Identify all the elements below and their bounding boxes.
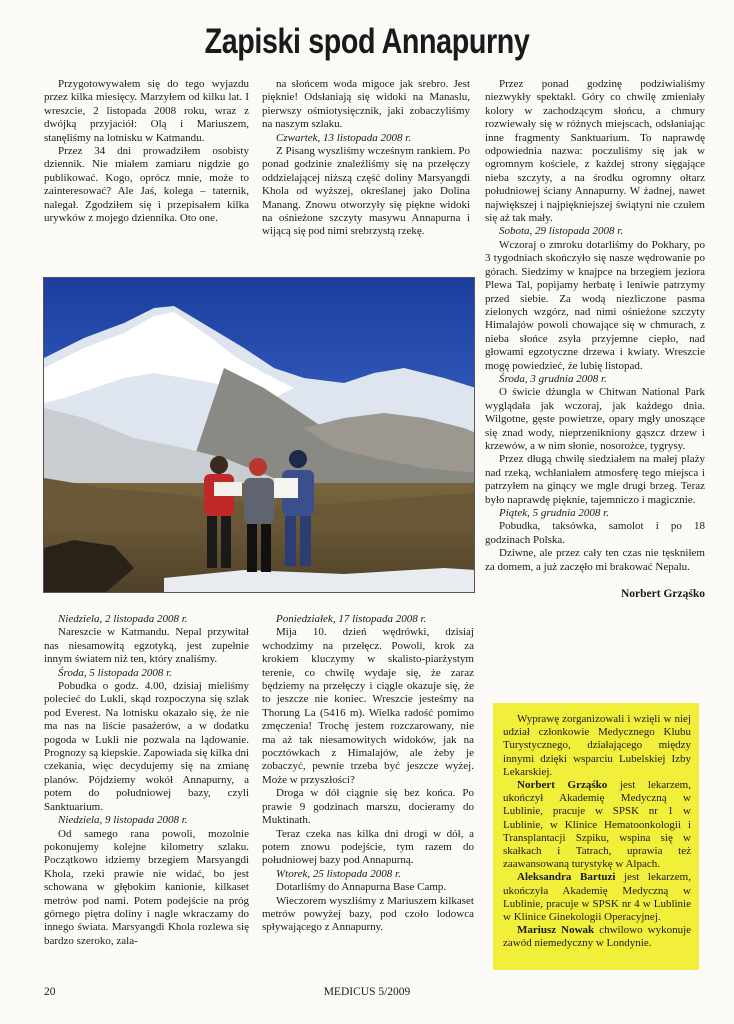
column-2-bottom (262, 613, 474, 935)
diary-date: Sobota, 29 listopada 2008 r. (499, 225, 624, 238)
author-2-name: Aleksandra Bartuzi (517, 871, 616, 884)
column-2-top (262, 78, 470, 239)
paragraph: Wieczorem wyszliśmy z Mariuszem kilkaset metrów powyżej bazy, pod czoło lodowca spływającego z Annapurny. (262, 894, 474, 934)
info-author-1 (503, 779, 691, 871)
author-3-bio: chwilowo wykonuje zawód niemedyczny w Londynie. (503, 924, 692, 950)
diary-date: Czwartek, 13 listopada 2008 r. (276, 131, 412, 144)
paragraph: Z Pisang wyszliśmy wcześnym rankiem. Po ponad godzinie znaleźliśmy się na przełęczy oddzielającej niższą część doliny Marsyangdi Khola od wyższej, określanej jako Dolina Manang. Znowu otworzyły się piękne widoki na ośnieżone szczyty masywu Annapurna i wijącą się pod nimi srebrzystą rzekę. (262, 145, 470, 238)
column-3 (485, 78, 705, 601)
paragraph: Teraz czeka nas kilka dni drogi w dół, a potem znowu podejście, tym razem do południowej bazy pod Annapurną. (262, 827, 474, 867)
author-2-bio: jest lekarzem, ukończyła Akademię Medyczną w Lublinie, pracuje w SPSK nr 4 w Lublinie w Klinice Ginekologii Operacyjnej. (503, 871, 691, 924)
paragraph: O świcie dżungla w Chitwan National Park wyglądała jak wczoraj, jak każdego dnia. Wilgotne, gęste powietrze, opary mgły unoszące się znad wody, nieprzenikniony gąszcz drzew i krzewów, a w nim słonie, nosorożce, tygrysy. (485, 386, 705, 452)
diary-date: Poniedziałek, 17 listopada 2008 r. (276, 613, 427, 625)
paragraph: Mija 10. dzień wędrówki, dzisiaj wchodzimy na przełęcz. Powoli, krok za krokiem kluczymy w skalisto-piarżystym terenie, co chwilę wydaje się, że zaraz będziemy na przełęczy i ciągle okazuje się, że to jeszcze nie koniec. Wreszcie jesteśmy na Thorung La (5416 m). Wielka radość pomimo zmęczenia! Trochę jestem rozczarowany, nie ma aż tak niesamowitych widoków, jak na pocztówkach z Himalajów, ale żeby je zobaczyć, pewnie trzeba być jeszcze wyżej. Może w przyszłości? (262, 626, 474, 786)
paragraph: Pobudka o godz. 4.00, dzisiaj mieliśmy polecieć do Lukli, skąd rozpoczyna się szlak pod Everest. Na lotnisku okazało się, że nie ma nas na liście pasażerów, a w dodatku pogoda w Lukli nie pozwala na lądowanie. Prognozy są kiepskie. Zapowiada się kilka dni czekania, więc decydujemy się na zmianę planów. Pójdziemy wokół Annapurny, a potem do południowej bazy, czyli Sanktuarium. (44, 680, 249, 813)
diary-date: Środa, 3 grudnia 2008 r. (499, 372, 607, 385)
column-1-bottom (44, 613, 249, 948)
mountain-photo (43, 277, 475, 593)
paragraph: Wczoraj o zmroku dotarliśmy do Pokhary, po 3 tygodniach skończyło się nasze wędrowanie po górach. Siedzimy w knajpce na brzegiem jeziora Plewa Tal, popijamy herbatę i leniwie patrzymy przed siebie. Za wodą niezliczone pasma zielonych wzgórz, nad nimi ośnieżone szczyty Himalajów powoli chowające się w chmurach, z nieba słońce zsyła przyjemne ciepło, nad głowami egzotyczne drzewa i kwiaty. Wreszcie mogę powiedzieć, że lubię listopad. (485, 238, 705, 372)
diary-date: Wtorek, 25 listopada 2008 r. (276, 867, 401, 880)
info-intro: Wyprawę zorganizowali i wzięli w niej udział członkowie Medycznego Klubu Turystycznego, działającego między innymi dzięki wsparciu Lubelskiej Izby Lekarskiej. (503, 713, 691, 778)
column-1-top (44, 78, 249, 225)
author-info-box (493, 703, 699, 970)
paragraph: Przez długą chwilę siedziałem na małej plaży nad rzeką, wchłaniałem atmosferę tego miejsca i patrzyłem na ginący we mgle drugi brzeg. Teraz było naprawdę pięknie, tajemniczo i magicznie. (485, 453, 705, 506)
page-number: 20 (44, 986, 56, 998)
paragraph: Droga w dół ciągnie się bez końca. Po prawie 9 godzinach marszu, docieramy do Muktinath. (262, 787, 474, 827)
paragraph: Przygotowywałem się do tego wyjazdu przez kilka miesięcy. Marzyłem od kilku lat. I wreszcie, 2 listopada 2008 roku, wraz z dwójką przyjaciół: Olą i Mariuszem, stanęliśmy na lotnisku w Katmandu. (44, 78, 249, 144)
paragraph: Dziwne, ale przez cały ten czas nie tęskniłem za domem, a już zaczęło mi brakować Nepalu. (485, 547, 705, 573)
paragraph: Nareszcie w Katmandu. Nepal przywitał nas niesamowitą egzotyką, jest zupełnie innym światem niż ten, który znaliśmy. (44, 626, 249, 666)
paragraph: Od samego rana powoli, mozolnie pokonujemy kolejne kilometry szlaku. Początkowo idziemy brzegiem Marsyangdi Khola, rzeki prawie nie widać, bo jest schowana w głębokim kanionie, kilkaset metrów pod nami. Potem podejście na próg górnego piętra doliny i nagle wkraczamy do innego świata. Marsyangdi Khola rozlewa się bardzo szeroko, zala- (44, 827, 249, 947)
magazine-footer: MEDICUS 5/2009 (323, 986, 411, 998)
article-title: Zapiski spod Annapurny (204, 22, 530, 61)
author-1-bio: jest lekarzem, ukończył Akademię Medyczną w Lublinie, pracuje w SPSK nr 1 w Lublinie, w Klinice Hematoonkologii i Transplantacji Szpiku, wspina się w skałkach i Tatrach, uprawia też zaawansowaną turystykę w Alpach. (503, 779, 691, 871)
diary-date: Piątek, 5 grudnia 2008 r. (499, 507, 609, 519)
info-author-2 (503, 871, 691, 924)
author-1-name: Norbert Grząśko (517, 779, 608, 792)
paragraph: na słońcem woda migoce jak srebro. Jest pięknie! Odsłaniają się widoki na Manaslu, pierwszy ośmiotysięcznik, jaki zobaczyliśmy na naszym szlaku. (262, 78, 470, 131)
diary-date: Niedziela, 9 listopada 2008 r. (58, 814, 188, 827)
diary-date: Środa, 5 listopada 2008 r. (58, 666, 172, 679)
author-signature: Norbert Grząśko (621, 588, 705, 601)
paragraph: Przez ponad godzinę podziwialiśmy niezwykły spektakl. Góry co chwilę zmieniały kolory w zachodzącym słońcu, a chmury rozwiewały się w różnych miejscach, odsłaniając inne fragmenty Sanktuarium. To naprawdę odpowiednia nazwa: poczuliśmy się jak w ogromnym kościele, z każdej strony sięgające nieba szczyty, a na środku ogromny ołtarz południowej ściany Annapurny. W żadnej, nawet największej i najpiękniejszej świątyni nie czułem się aż tak mały. (485, 78, 705, 225)
info-author-3 (503, 924, 691, 950)
paragraph: Pobudka, taksówka, samolot i po 18 godzinach Polska. (485, 520, 705, 546)
diary-date: Niedziela, 2 listopada 2008 r. (58, 613, 188, 625)
paragraph: Dotarliśmy do Annapurna Base Camp. (276, 881, 447, 894)
paragraph: Przez 34 dni prowadziłem osobisty dziennik. Nie miałem zamiaru nigdzie go publikować. Kogo, oprócz mnie, może to zainteresować? Ale Jaś, kolega – taternik, nalegał. Zgodziłem się i przepisałem kilka urywków z mojego dziennika. Oto one. (44, 145, 249, 225)
author-3-name: Mariusz Nowak (517, 924, 595, 937)
